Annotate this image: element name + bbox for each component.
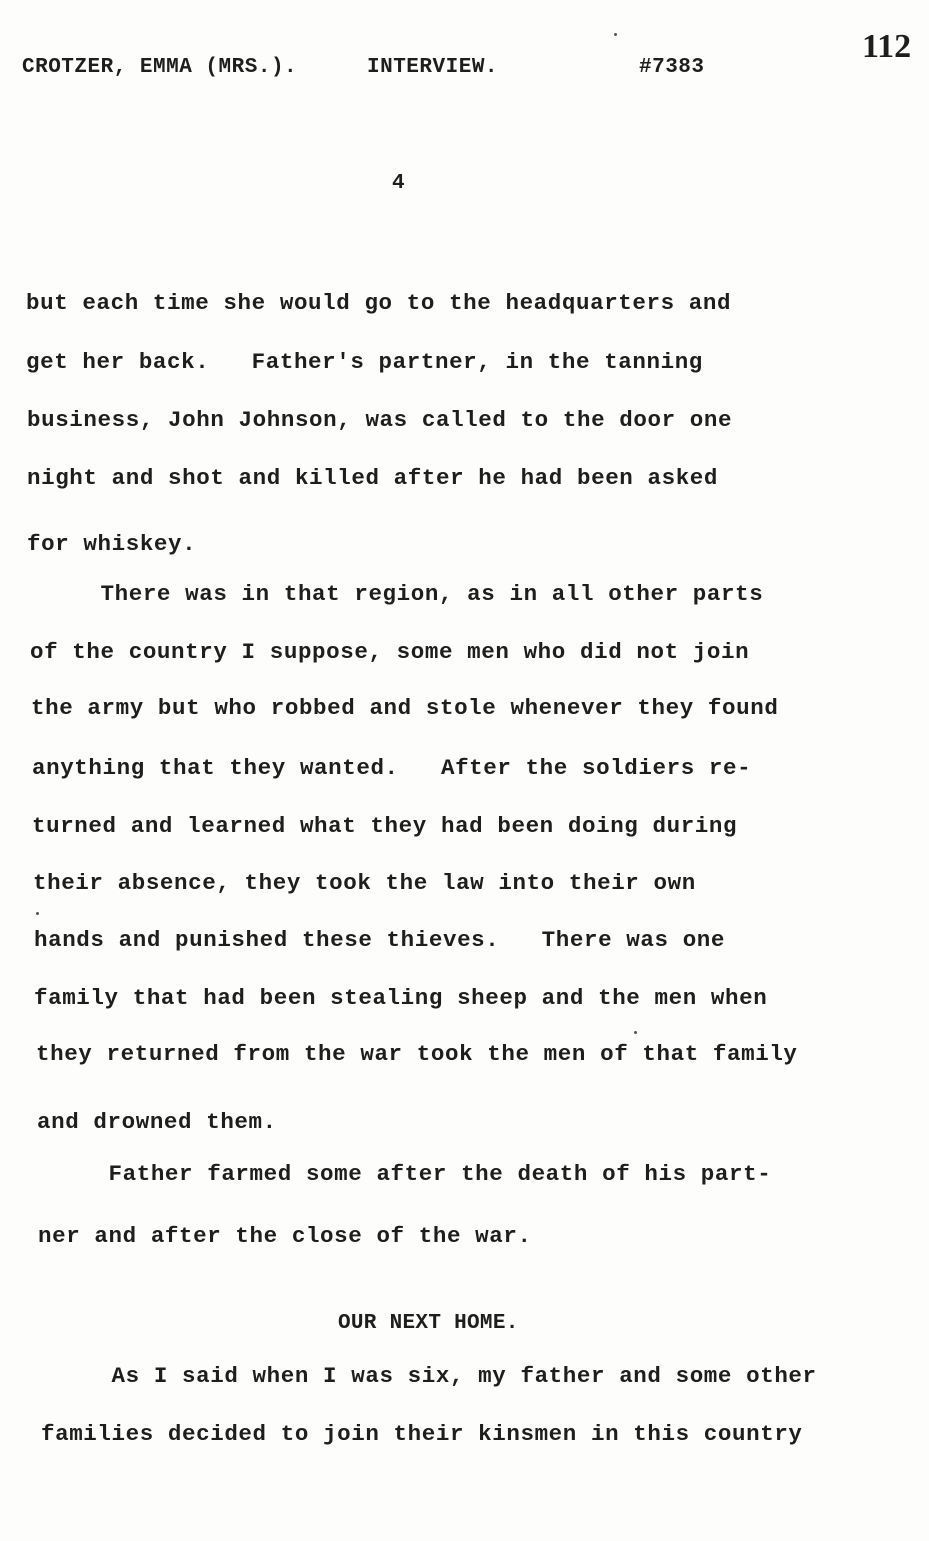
text-line: the army but who robbed and stole whenever they found — [31, 695, 779, 721]
text-line: Father farmed some after the death of his part- — [38, 1161, 772, 1187]
document-header — [22, 56, 742, 92]
text-line: but each time she would go to the headquarters and — [26, 290, 732, 316]
document-number: #7383 — [639, 56, 705, 79]
text-line: ner and after the close of the war. — [38, 1223, 532, 1249]
text-line: they returned from the war took the men of that family — [36, 1041, 798, 1067]
text-line: of the country I suppose, some men who did not join — [30, 639, 750, 665]
text-line: for whiskey. — [27, 531, 197, 557]
text-line: night and shot and killed after he had been asked — [27, 465, 719, 491]
text-line: hands and punished these thieves. There was one — [34, 927, 726, 953]
text-line: There was in that region, as in all other parts — [30, 581, 764, 607]
text-line: their absence, they took the law into their own — [33, 870, 696, 896]
interviewee-name: CROTZER, EMMA (MRS.). — [22, 56, 298, 79]
paper-speck — [36, 912, 39, 915]
text-line: family that had been stealing sheep and the men when — [34, 985, 768, 1011]
text-line: families decided to join their kinsmen in this country — [41, 1421, 803, 1447]
text-line: get her back. Father's partner, in the tanning — [26, 349, 703, 375]
corner-page-number: 112 — [862, 28, 912, 65]
section-heading: OUR NEXT HOME. — [338, 1312, 519, 1335]
page-number: 4 — [392, 172, 405, 195]
paper-speck — [614, 33, 617, 36]
text-line: turned and learned what they had been doing during — [32, 813, 738, 839]
document-type: INTERVIEW. — [367, 56, 499, 79]
text-line: anything that they wanted. After the soldiers re- — [32, 755, 752, 781]
text-line: and drowned them. — [37, 1109, 277, 1135]
paper-speck — [634, 1031, 637, 1034]
text-line: business, John Johnson, was called to the door one — [27, 407, 733, 433]
text-line: As I said when I was six, my father and some other — [41, 1363, 817, 1389]
